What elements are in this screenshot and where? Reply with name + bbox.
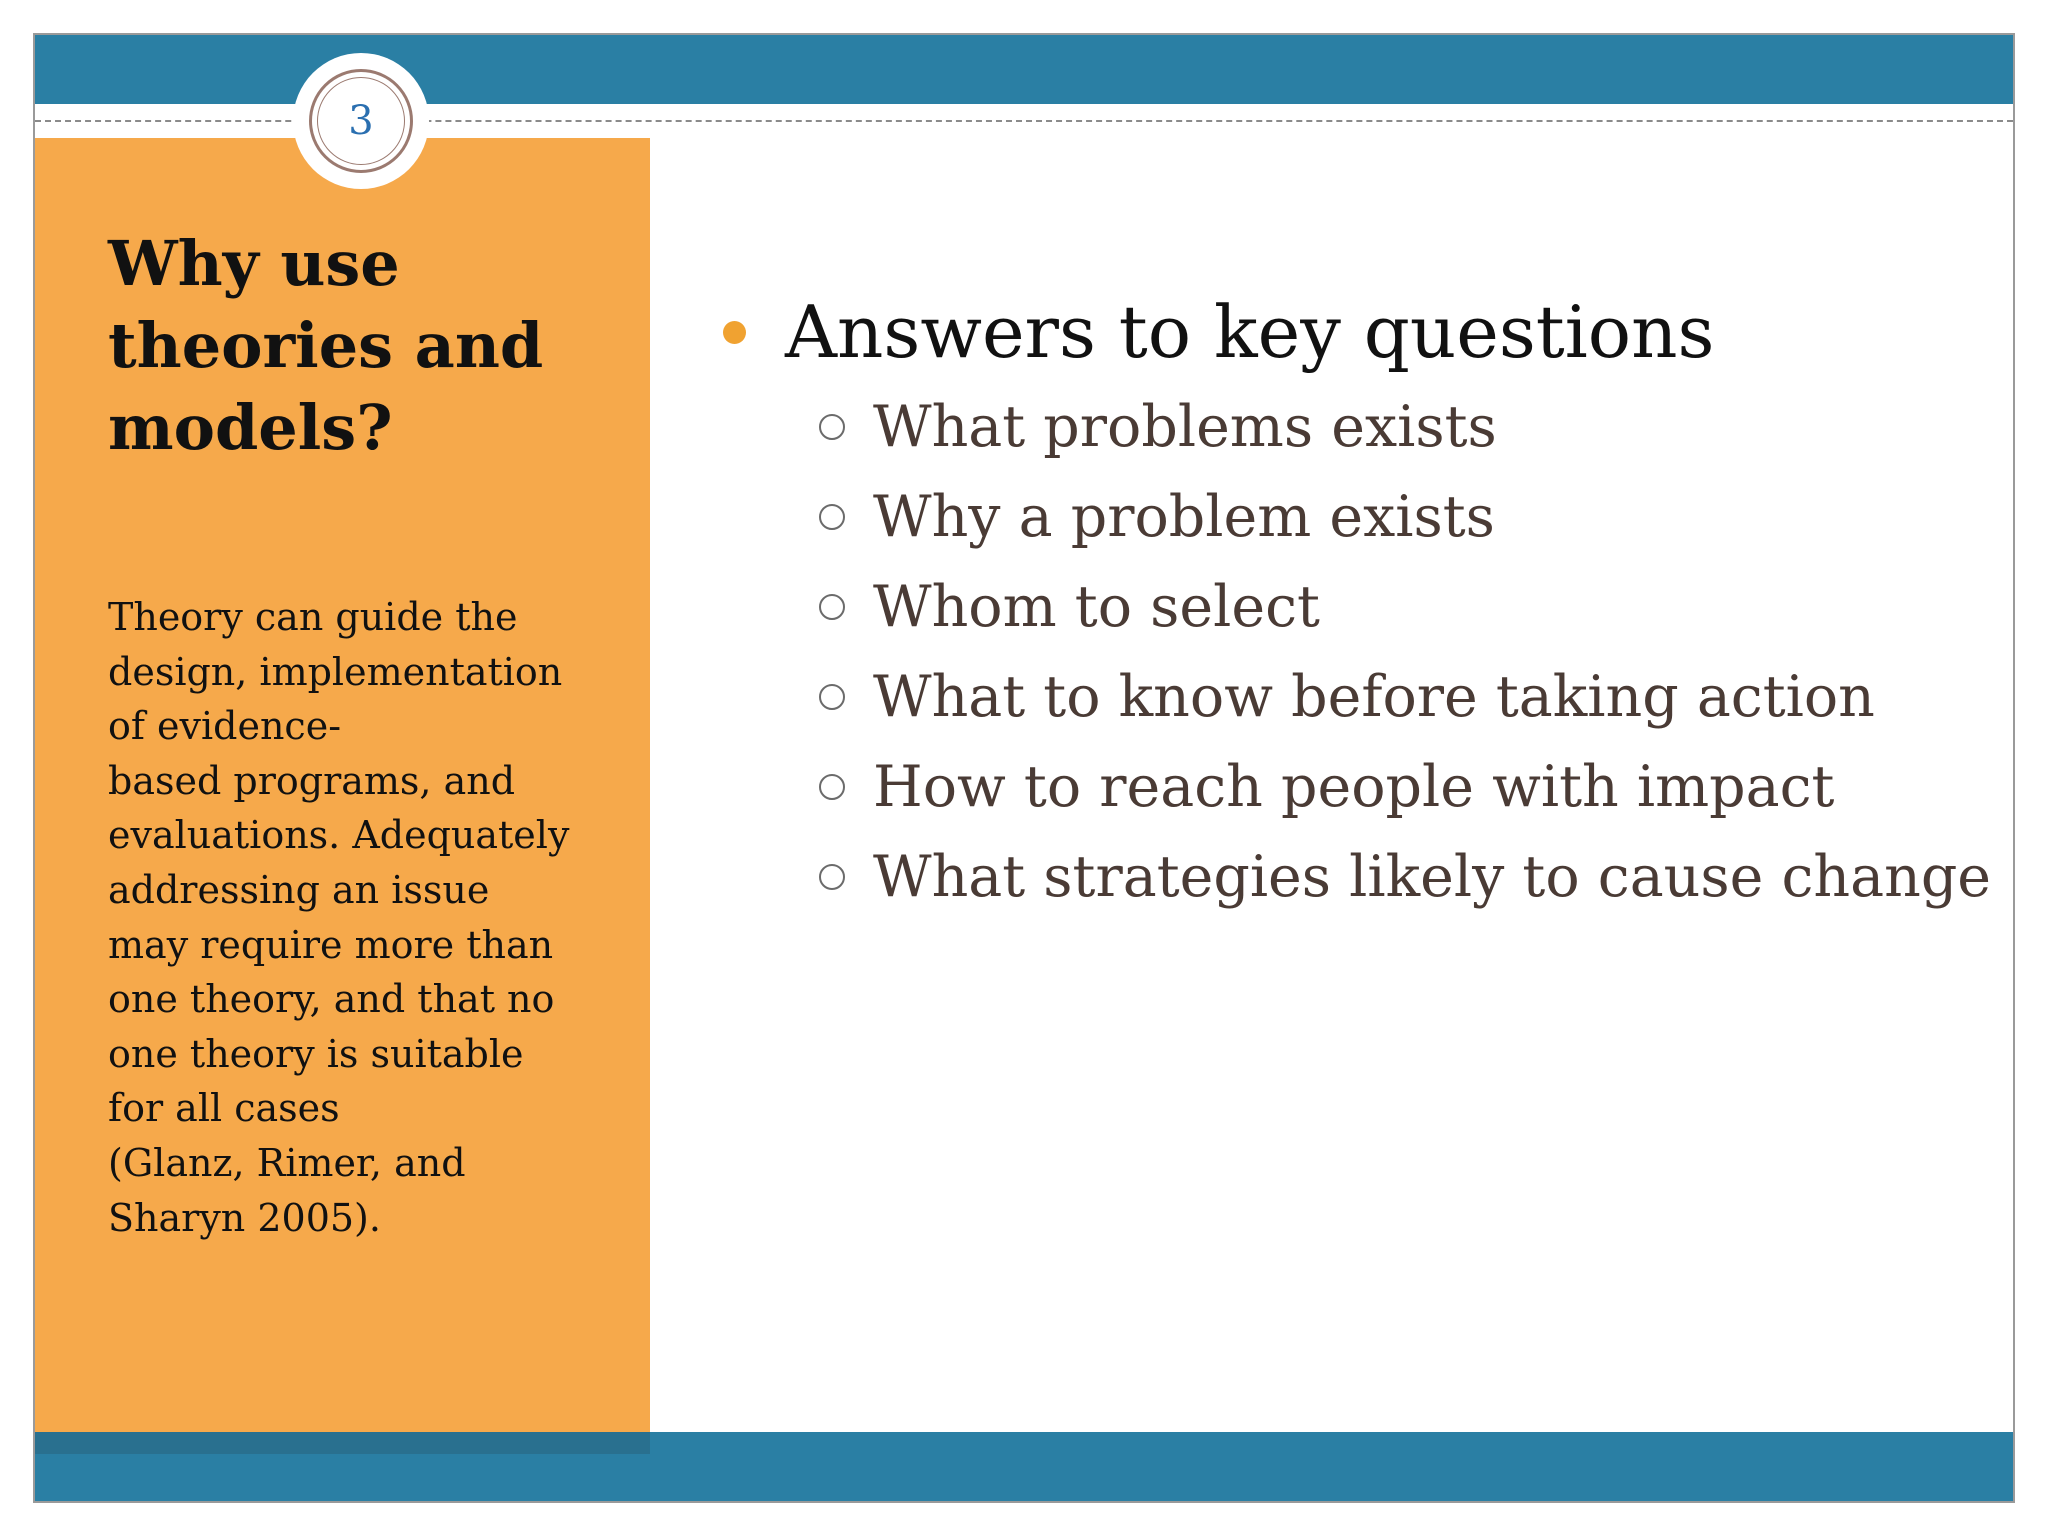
double-ring-badge-icon	[309, 69, 413, 173]
sub-bullet-item	[819, 832, 1992, 922]
slide	[33, 33, 2015, 1503]
sub-bullet-text: What problems exists	[873, 394, 1497, 460]
slide-number-badge	[293, 53, 429, 189]
hollow-circle-bullet-icon	[819, 504, 845, 530]
side-body-line: Sharyn 2005).	[108, 1195, 381, 1240]
side-body-line: one theory, and that no	[108, 977, 555, 1022]
side-body-line: based programs, and	[108, 758, 516, 803]
sub-bullet-item	[819, 562, 1973, 652]
hollow-circle-bullet-icon	[819, 684, 845, 710]
slide-number: 3	[348, 98, 374, 144]
side-body-line: Theory can guide the	[108, 595, 518, 639]
side-body-line: one theory is suitable	[108, 1031, 524, 1076]
side-title-line: models?	[108, 391, 393, 464]
side-title-line: theories and	[108, 309, 544, 382]
side-body-line: for all cases	[108, 1086, 340, 1131]
sub-bullet-text: How to reach people with impact	[873, 754, 1835, 820]
sub-bullet-text: Why a problem exists	[873, 484, 1495, 550]
side-title-line: Why use	[108, 227, 400, 300]
main-bullet-item	[723, 282, 1973, 382]
hollow-circle-bullet-icon	[819, 594, 845, 620]
main-content	[723, 282, 1992, 922]
hollow-circle-bullet-icon	[819, 864, 845, 890]
sub-bullet-text: Whom to select	[873, 574, 1320, 640]
side-body-text	[108, 590, 628, 1245]
sub-bullet-item	[819, 382, 1973, 472]
main-heading: Answers to key questions	[785, 290, 1715, 374]
sub-bullet-item	[819, 652, 1973, 742]
side-body-line: of evidence-	[108, 704, 342, 749]
side-panel-shadow	[35, 1432, 650, 1454]
sub-bullet-text: What to know before taking action	[873, 664, 1875, 730]
sub-bullet-list	[723, 382, 1992, 922]
side-body-line: (Glanz, Rimer, and	[108, 1140, 466, 1185]
sub-bullet-item	[819, 472, 1973, 562]
side-body-line: design, implementation	[108, 649, 563, 694]
sub-bullet-text: What strategies likely to cause change	[873, 844, 1992, 910]
filled-circle-bullet-icon	[723, 321, 746, 344]
side-body-line: addressing an issue	[108, 867, 490, 912]
hollow-circle-bullet-icon	[819, 774, 845, 800]
side-body-line: evaluations. Adequately	[108, 813, 570, 858]
sub-bullet-item	[819, 742, 1973, 832]
side-title	[108, 223, 628, 469]
side-body-line: may require more than	[108, 922, 554, 967]
hollow-circle-bullet-icon	[819, 414, 845, 440]
